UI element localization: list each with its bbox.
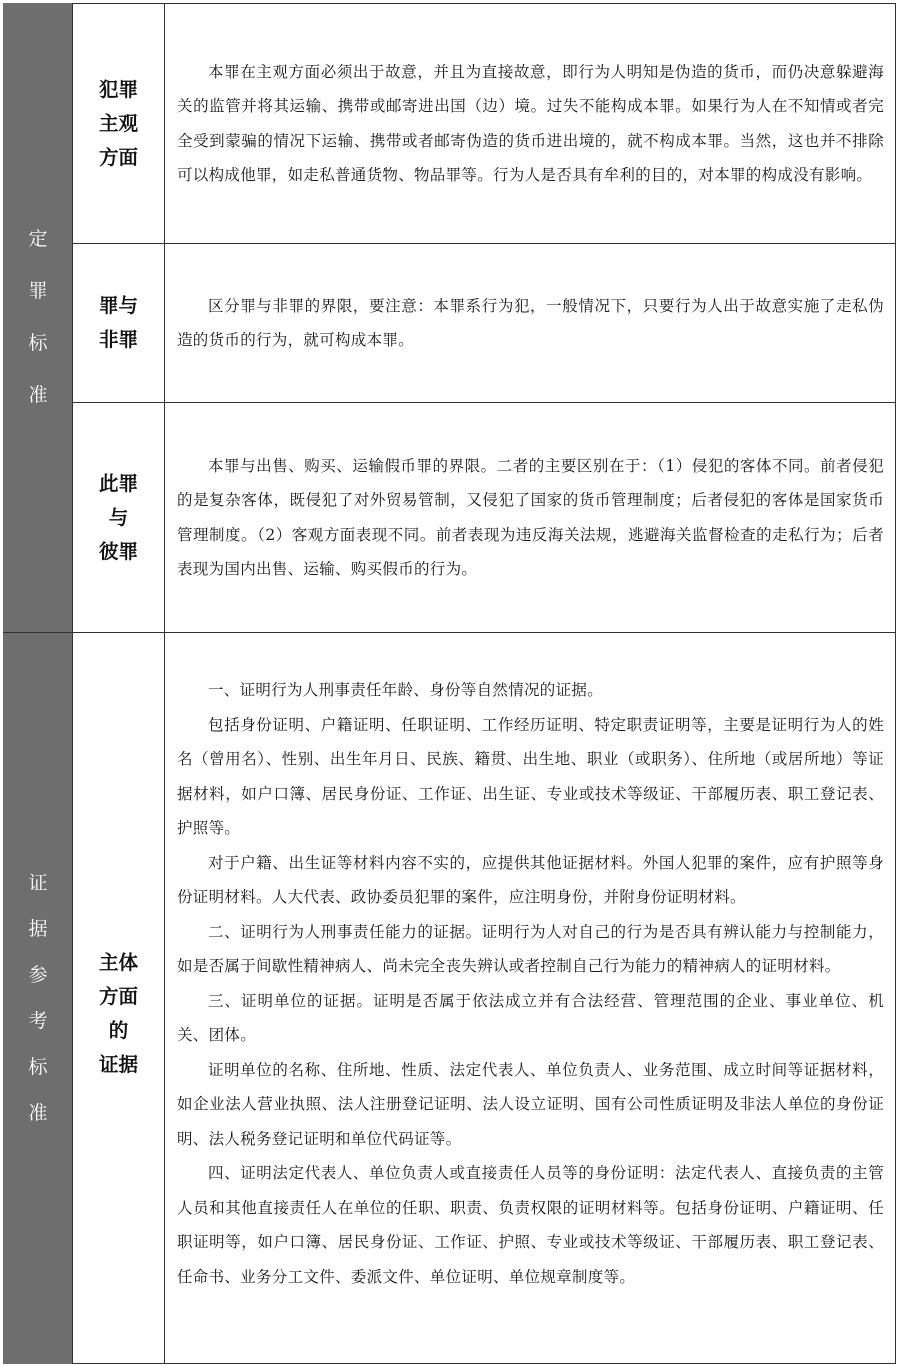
- paragraph: 本罪在主观方面必须出于故意，并且为直接故意，即行为人明知是伪造的货币，而仍决意躲避海关的监管并将其运输、携带或邮寄进出国（边）境。过失不能构成本罪。如果行为人在不知情或者完全受到蒙骗的情况下运输、携带或者邮寄伪造的货币进出境的，就不构成本罪。当然，这也并不排除可以构成他罪，如走私普通货物、物品罪等。行为人是否具有牟利的目的，对本罪的构成没有影响。: [177, 62, 884, 184]
- paragraph: 证明单位的名称、住所地、性质、法定代表人、单位负责人、业务范围、成立时间等证据材料，如企业法人营业执照、法人注册登记证明、法人设立证明、国有公司性质证明及非法人单位的身份证明、法人税务登记证明和单位代码证等。: [177, 1060, 884, 1148]
- paragraph: 本罪与出售、购买、运输假币罪的界限。二者的主要区别在于：（1）侵犯的客体不同。前者侵犯的是复杂客体，既侵犯了对外贸易管制，又侵犯了国家的货币管理制度；后者侵犯的客体是国家货币管理制度。（2）客观方面表现不同。前者表现为违反海关法规，逃避海关监督检查的走私行为；后者表现为国内出售、运输、购买假币的行为。: [177, 456, 884, 578]
- row-content-subjective-aspect: [165, 4, 896, 243]
- row-content-crime-vs-noncrime: [165, 244, 896, 402]
- section-char: 参: [28, 964, 48, 986]
- section-char: 证: [28, 872, 48, 894]
- section-char: 罪: [28, 280, 48, 302]
- section-char: 考: [28, 1010, 48, 1032]
- row-title-subject-evidence: 主体 方面 的 证据: [98, 950, 138, 1076]
- section-char: 准: [28, 384, 48, 406]
- section-label-evidence-standard: [3, 633, 73, 1364]
- row-title-subjective-aspect: 犯罪 主观 方面: [98, 77, 138, 169]
- paragraph: 包括身份证明、户籍证明、任职证明、工作经历证明、特定职责证明等，主要是证明行为人的姓名（曾用名）、性别、出生年月日、民族、籍贯、出生地、职业（或职务）、住所地（或居所地）等证据材料，如户口簿、居民身份证、工作证、出生证、专业或技术等级证、干部履历表、职工登记表、护照等。: [177, 715, 884, 837]
- paragraph: 四、证明法定代表人、单位负责人或直接责任人员等的身份证明：法定代表人、直接负责的主管人员和其他直接责任人在单位的任职、职责、负责权限的证明材料等。包括身份证明、户籍证明、任职证明等，如户口簿、居民身份证、工作证、护照、专业或技术等级证、干部履历表、职工登记表、任命书、业务分工文件、委派文件、单位证明、单位规章制度等。: [177, 1164, 884, 1286]
- section-char: 准: [28, 1102, 48, 1124]
- paragraph: 三、证明单位的证据。证明是否属于依法成立并有合法经营、管理范围的企业、事业单位、机关、团体。: [177, 991, 884, 1044]
- section-char: 据: [28, 918, 48, 940]
- paragraph: 区分罪与非罪的界限，要注意：本罪系行为犯，一般情况下，只要行为人出于故意实施了走私伪造的货币的行为，就可构成本罪。: [177, 296, 884, 349]
- section-char: 标: [28, 332, 48, 354]
- row-title-this-vs-other-crime: 此罪 与 彼罪: [98, 471, 138, 563]
- paragraph: 一、证明行为人刑事责任年龄、身份等自然情况的证据。: [208, 681, 604, 699]
- row-content-subject-evidence: [165, 633, 896, 1364]
- row-title-crime-vs-noncrime: 罪与 非罪: [98, 294, 138, 351]
- paragraph: 对于户籍、出生证等材料内容不实的，应提供其他证据材料。外国人犯罪的案件，应有护照等身份证明材料。人大代表、政协委员犯罪的案件，应注明身份，并附身份证明材料。: [177, 853, 884, 906]
- row-content-this-vs-other-crime: [165, 403, 896, 632]
- section-char: 标: [28, 1056, 48, 1078]
- section-label-conviction-standard: [3, 3, 73, 632]
- section-char: 定: [28, 228, 48, 250]
- paragraph: 二、证明行为人刑事责任能力的证据。证明行为人对自己的行为是否具有辨认能力与控制能力，如是否属于间歇性精神病人、尚未完全丧失辨认或者控制自己行为能力的精神病人的证明材料。: [177, 922, 884, 975]
